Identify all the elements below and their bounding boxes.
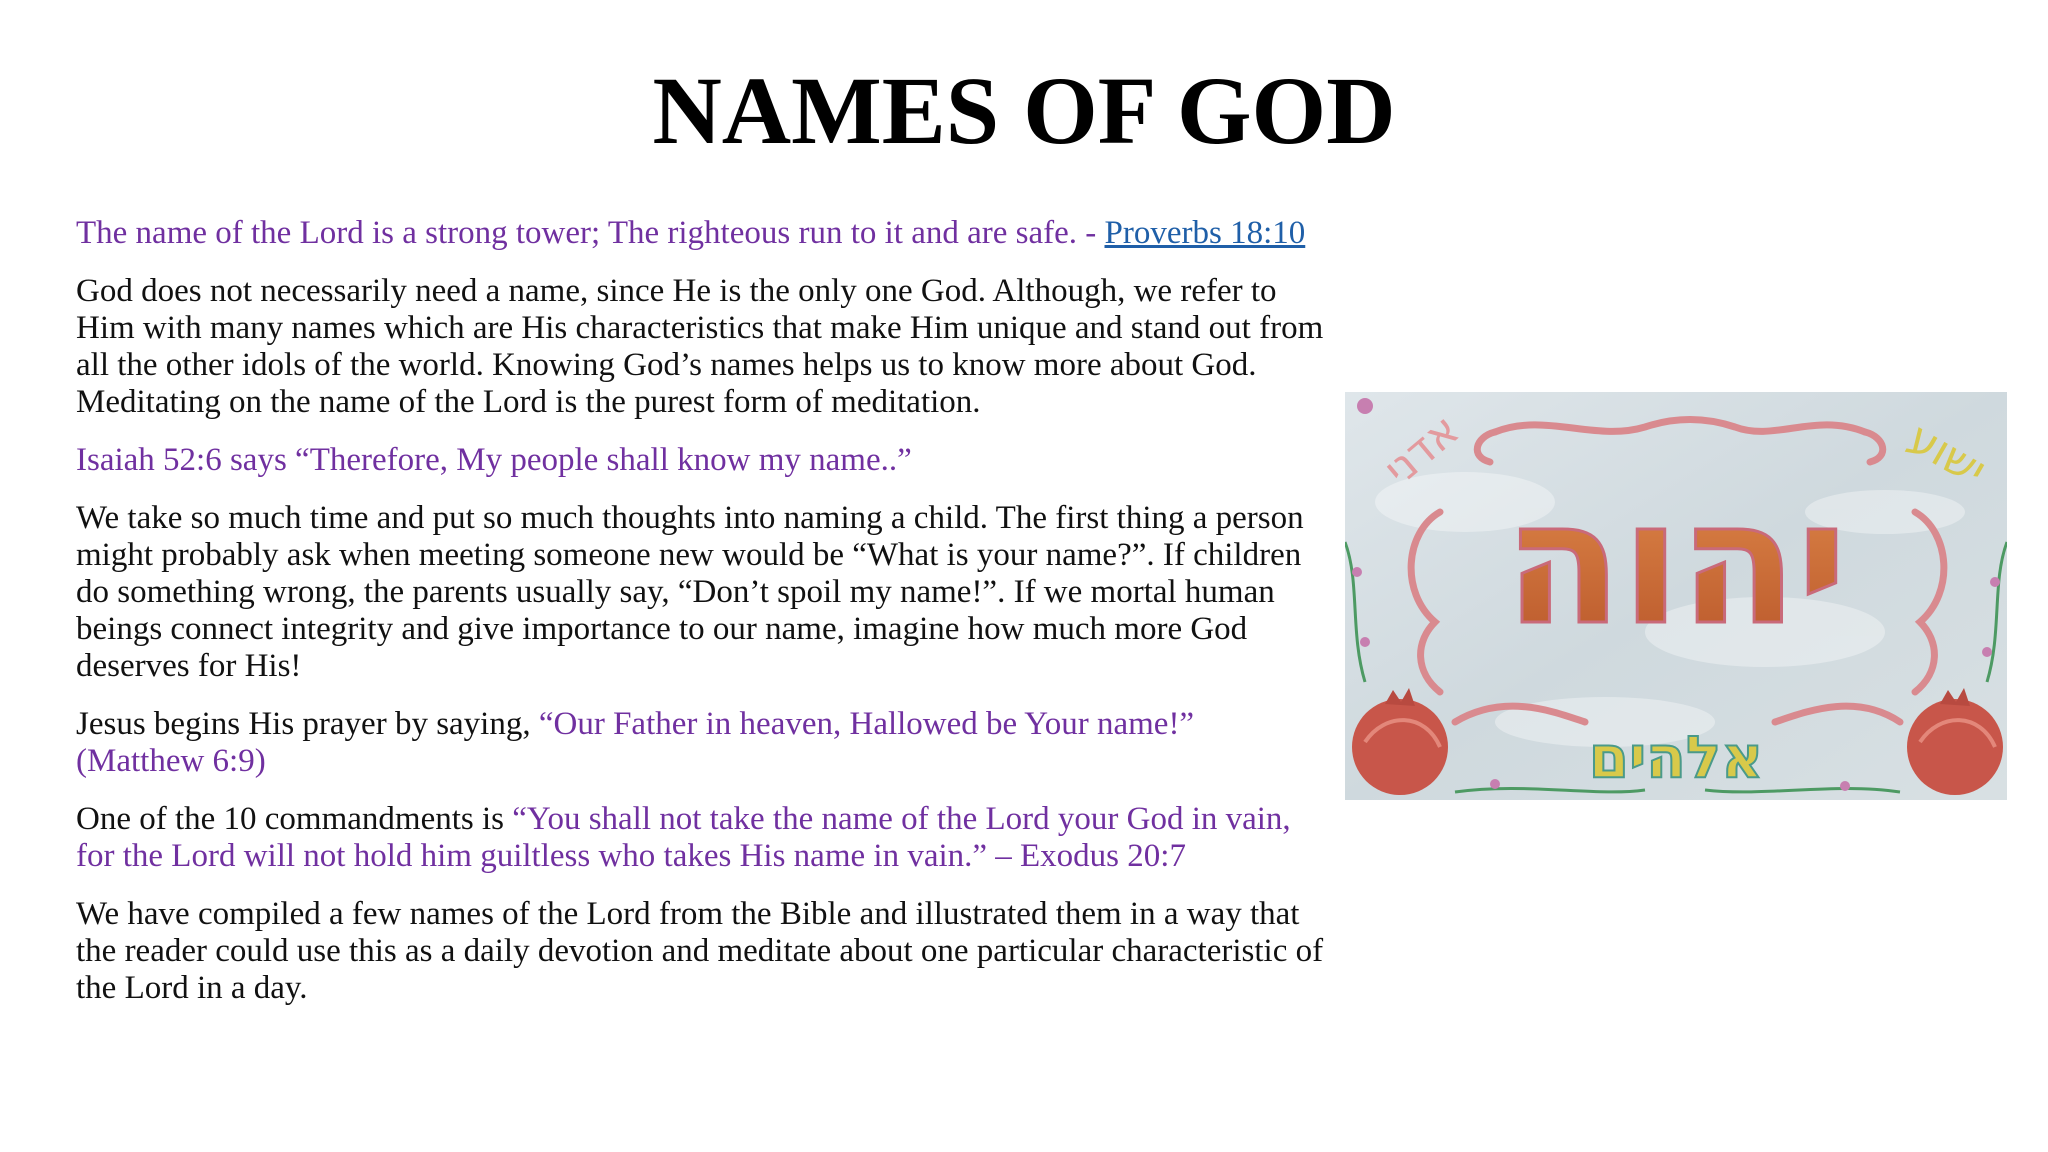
proverbs-verse-text: The name of the Lord is a strong tower; The righteous run to it and are safe. - xyxy=(76,215,1105,251)
intro-paragraph: God does not necessarily need a name, since He is the only one God. Although, we refer to Him with many names which are His characteristics that make Him unique and stand out from all the other idols of the world. Knowing God’s names helps us to know more about God. Meditating on the name of the Lord is the purest form of meditation. xyxy=(76,273,1324,420)
left-hebrew-word: אדני xyxy=(1374,404,1470,496)
article-body xyxy=(76,215,1326,1028)
page-title: NAMES OF GOD xyxy=(652,57,1396,164)
proverbs-verse xyxy=(76,215,1326,252)
commandment-paragraph xyxy=(76,801,1326,875)
illustration-canvas xyxy=(1345,392,2007,800)
naming-paragraph: We take so much time and put so much thoughts into naming a child. The first thing a person might probably ask when meeting someone new would be “What is your name?”. If children do something wrong, the parents usually say, “Don’t spoil my name!”. If we mortal human beings connect integrity and give importance to our name, imagine how much more God deserves for His! xyxy=(76,500,1304,684)
commandment-lead: One of the 10 commandments is xyxy=(76,801,513,837)
isaiah-quote: Isaiah 52:6 says “Therefore, My people shall know my name..” xyxy=(76,442,912,478)
center-hebrew-word: יהוה xyxy=(1505,465,1847,663)
right-hebrew-word: ישוע xyxy=(1899,412,1995,497)
proverbs-link[interactable]: Proverbs 18:10 xyxy=(1104,215,1306,251)
prayer-paragraph xyxy=(76,706,1326,780)
hebrew-names-illustration xyxy=(1345,392,2007,800)
closing-paragraph: We have compiled a few names of the Lord from the Bible and illustrated them in a way that the reader could use this as a daily devotion and meditate about one particular characteristic of the Lord in a day. xyxy=(76,896,1324,1006)
commandment-quote: “You shall not take the name of the Lord your God in vain, for the Lord will not hold him guiltless who takes His name in vain.” – Exodus 20:7 xyxy=(76,801,1291,874)
prayer-quote: “Our Father in heaven, Hallowed be Your name!” (Matthew 6:9) xyxy=(76,706,1195,779)
bottom-hebrew-word: אלהים xyxy=(1588,723,1764,791)
prayer-lead: Jesus begins His prayer by saying, xyxy=(76,706,539,742)
